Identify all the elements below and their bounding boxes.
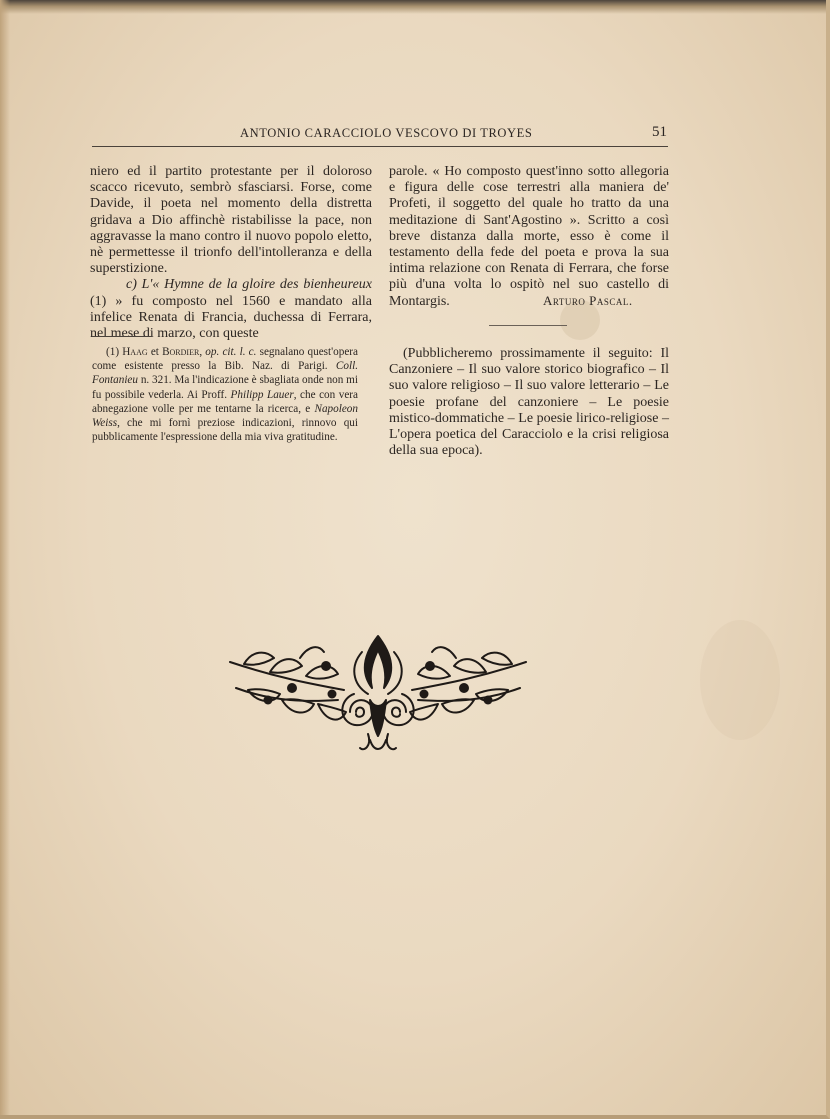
- footnote-author-2: Bordier: [162, 346, 200, 358]
- footnote-name-2: Napoleon Weiss: [92, 402, 358, 430]
- right-column: [389, 164, 669, 310]
- sequel-note: [389, 346, 669, 459]
- running-head-title: ANTONIO CARACCIOLO VESCOVO DI TROYES: [240, 126, 533, 140]
- footnote: [92, 345, 358, 444]
- hymn-title: « Hymne de la gloire des bienheureux: [152, 277, 372, 293]
- footnote-name-1: Philipp Lauer: [230, 388, 294, 401]
- floral-vignette-icon: [222, 628, 534, 760]
- right-paragraph: parole. « Ho composto quest'inno sotto allegoria e figura delle cose terrestri alla maniera de' Profeti, il soggetto del quale ho tratto da una meditazione di Sant'Agostino ». Scritto a così breve distanza dalla morte, esso è come il testamento della fede del poeta e prova la sua intima relazione con Renata di Ferrara, che forse più d'una volta lo ospitò nel suo castello di Montargis.: [389, 164, 669, 309]
- sequel-note-text: (Pubblicheremo prossimamente il seguito: Il Canzoniere – Il suo valore storico biografico – Il suo valore religioso – Il suo valore letterario – Le poesie profane del canzoniere – Le poesie mistico-dommatiche – Le poesie lirico-religiose – L'opera poetica del Caracciolo e la crisi religiosa della sua epoca).: [389, 346, 669, 459]
- footnote-ref: (1) »: [90, 293, 123, 309]
- section-end-rule: [489, 325, 567, 326]
- author-signature: Arturo Pascal.: [543, 293, 633, 308]
- left-column: [90, 164, 372, 342]
- footnote-number: (1): [106, 346, 123, 358]
- page-number: 51: [652, 124, 667, 140]
- page-left-edge: [0, 0, 10, 1115]
- footnote-collection: Coll. Fontanieu: [92, 360, 358, 387]
- footnote-text-4: , che mi fornì preziose indicazioni, rinnovo qui pubblicamente l'espressione della mia viva gratitudine.: [92, 417, 358, 444]
- left-paragraph-1: niero ed il partito protestante per il doloroso scacco ricevuto, sembrò sfasciarsi. Forse, come Davide, il poeta nel momento della distretta gridava a Dio affinchè ristabilisse la pace, non aggravasse la mano contro il nuovo popolo eletto, nè permettesse il trionfo dell'intolleranza e della superstizione.: [90, 164, 372, 277]
- footnote-sep: ,: [199, 346, 206, 358]
- footnote-author-1: Haag: [122, 346, 148, 358]
- footnote-text-3: , che con vera abnegazione volle per me tentarne la ricerca, e: [92, 388, 358, 415]
- page-top-edge: [0, 0, 826, 14]
- footnote-text-2: n. 321. Ma l'indicazione è sbagliata onde non mi fu possibile vederla. Ai Proff.: [92, 374, 358, 401]
- left-paragraph-2: [90, 277, 372, 342]
- item-marker: c) L': [126, 277, 153, 293]
- paper-stain: [700, 620, 780, 740]
- footnote-rule: [92, 336, 152, 337]
- footnote-text-1: segnalano quest'opera come esistente presso la Bib. Naz. di Parigi.: [92, 346, 358, 373]
- left-paragraph-2-text: fu composto nel 1560 e mandato alla infelice Renata di Francia, duchessa di Ferrara, nel mese di marzo, con queste: [90, 293, 372, 342]
- footnote-opcit: op. cit. l. c.: [205, 346, 257, 358]
- header-rule: [92, 146, 668, 147]
- footnote-conj: et: [147, 346, 163, 358]
